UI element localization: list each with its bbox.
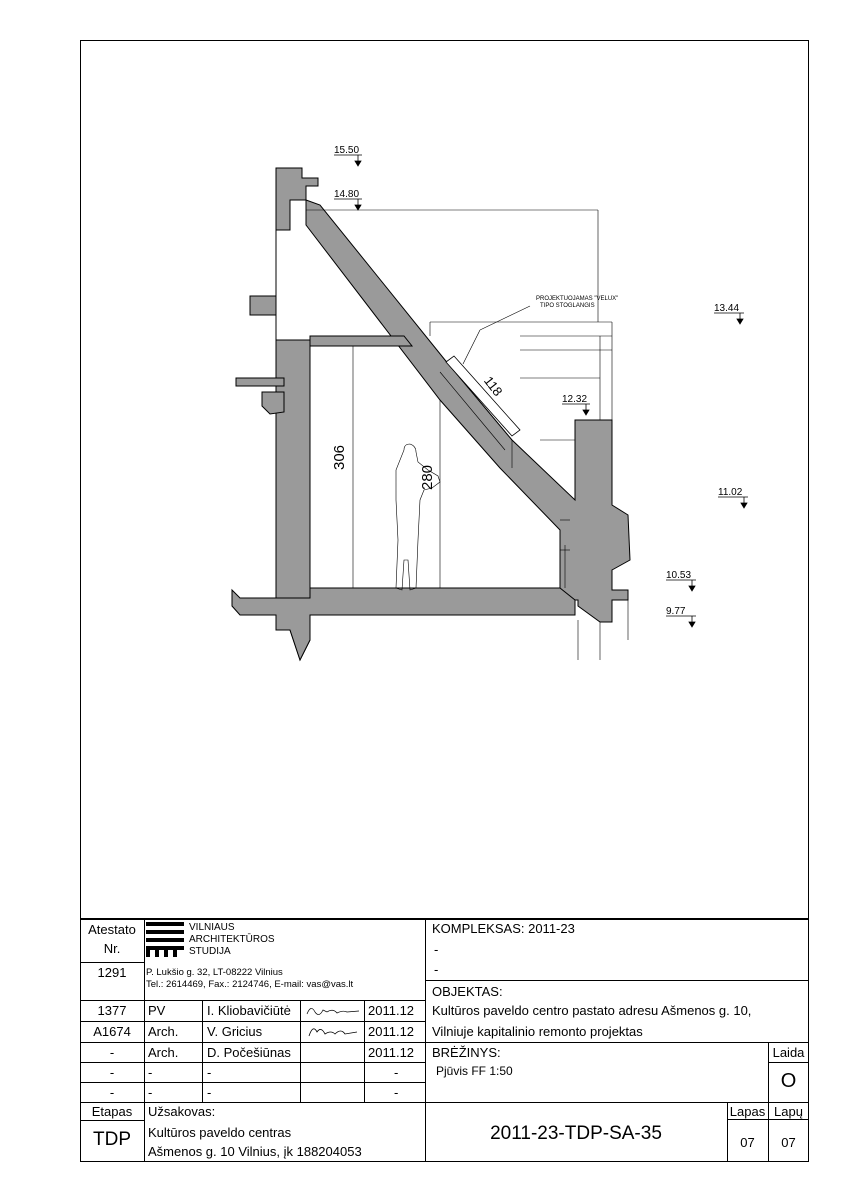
signer-atestatas: - — [109, 1065, 115, 1080]
studio-logo — [146, 922, 184, 958]
lapu-value: 07 — [781, 1135, 796, 1150]
uzsakovas-line-1: Kultūros paveldo centras — [148, 1125, 292, 1140]
kompleksas-label: KOMPLEKSAS: 2011-23 — [432, 921, 575, 936]
signer-name: - — [207, 1085, 212, 1100]
atestato-label: Atestato — [88, 922, 136, 937]
signer-name: I. Kliobavičiūtė — [207, 1003, 291, 1018]
signer-atestatas: A1674 — [93, 1024, 131, 1039]
objektas-line-1: Kultūros paveldo centro pastato adresu Ašmenos g. 10, — [432, 1003, 752, 1018]
objektas-line-2: Vilniuje kapitalinio remonto projektas — [432, 1024, 643, 1039]
drawing-code: 2011-23-TDP-SA-35 — [490, 1123, 662, 1144]
signer-role: Arch. — [148, 1045, 179, 1060]
lapu-label: Lapų — [774, 1104, 803, 1119]
velux-note-line-1: PROJEKTUOJAMAS "VELUX" — [536, 296, 619, 302]
dimension-label: 306 — [331, 444, 348, 470]
level-label: 14.80 — [334, 189, 360, 200]
lapas-label: Lapas — [729, 1104, 766, 1119]
roof-slab — [306, 200, 630, 622]
signer-atestatas: 1377 — [97, 1003, 127, 1018]
signer-role: Arch. — [148, 1024, 179, 1039]
signature-gricius — [303, 1022, 363, 1040]
signer-role: - — [148, 1085, 153, 1100]
level-label: 13.44 — [714, 303, 740, 314]
level-label: 11.02 — [718, 487, 743, 498]
wall-left — [250, 168, 318, 660]
signer-date: - — [394, 1085, 399, 1100]
level-label: 10.53 — [666, 570, 692, 581]
signer-name: D. Počešiūnas — [207, 1045, 291, 1060]
floor-slab — [232, 588, 575, 660]
studio-name-line-3: STUDIJA — [189, 946, 231, 957]
signer-name: V. Gricius — [207, 1024, 263, 1039]
upper-floor-slab — [236, 336, 412, 414]
signer-role: PV — [148, 1003, 166, 1018]
signer-role: - — [148, 1065, 153, 1080]
signer-atestatas: - — [109, 1045, 115, 1060]
studio-name-line-2: ARCHITEKTŪROS — [189, 934, 275, 945]
kompleksas-dash: - — [434, 942, 439, 957]
studio-address: P. Lukšio g. 32, LT-08222 Vilnius — [146, 967, 283, 978]
head-atestato-number: 1291 — [97, 965, 127, 980]
signer-date: 2011.12 — [368, 1024, 415, 1039]
uzsakovas-label: Užsakovas: — [148, 1104, 216, 1119]
level-label: 15.50 — [334, 145, 360, 156]
velux-note-line-2: TIPO STOGLANGIS — [540, 303, 595, 309]
level-markers — [331, 155, 748, 627]
studio-name-line-1: VILNIAUS — [189, 922, 235, 933]
uzsakovas-line-2: Ašmenos g. 10 Vilnius, įk 188204053 — [148, 1144, 362, 1159]
lapas-value: 07 — [740, 1135, 755, 1150]
signature-kliobaviciute — [303, 1002, 363, 1020]
etapas-label: Etapas — [91, 1104, 133, 1119]
signer-date: 2011.12 — [368, 1045, 415, 1060]
objektas-label: OBJEKTAS: — [432, 984, 503, 999]
laida-value: O — [780, 1070, 797, 1092]
level-label: 9.77 — [666, 606, 686, 617]
dimension-label: 118 — [480, 373, 506, 399]
signer-name: - — [207, 1065, 212, 1080]
level-label: 12.32 — [562, 394, 588, 405]
brezinys-label: BRĖŽINYS: — [432, 1045, 501, 1060]
signer-date: - — [394, 1065, 399, 1080]
dimension-label: 280 — [419, 464, 436, 490]
signer-atestatas: - — [109, 1085, 115, 1100]
etapas-value: TDP — [93, 1129, 131, 1150]
kompleksas-dash: - — [434, 962, 439, 977]
studio-contacts: Tel.: 2614469, Fax.: 2124746, E-mail: vas@vas.lt — [146, 979, 354, 990]
signer-date: 2011.12 — [368, 1003, 415, 1018]
atestato-nr-label: Nr. — [103, 941, 121, 956]
brezinys-value: Pjūvis FF 1:50 — [436, 1064, 513, 1078]
laida-label: Laida — [772, 1045, 805, 1060]
